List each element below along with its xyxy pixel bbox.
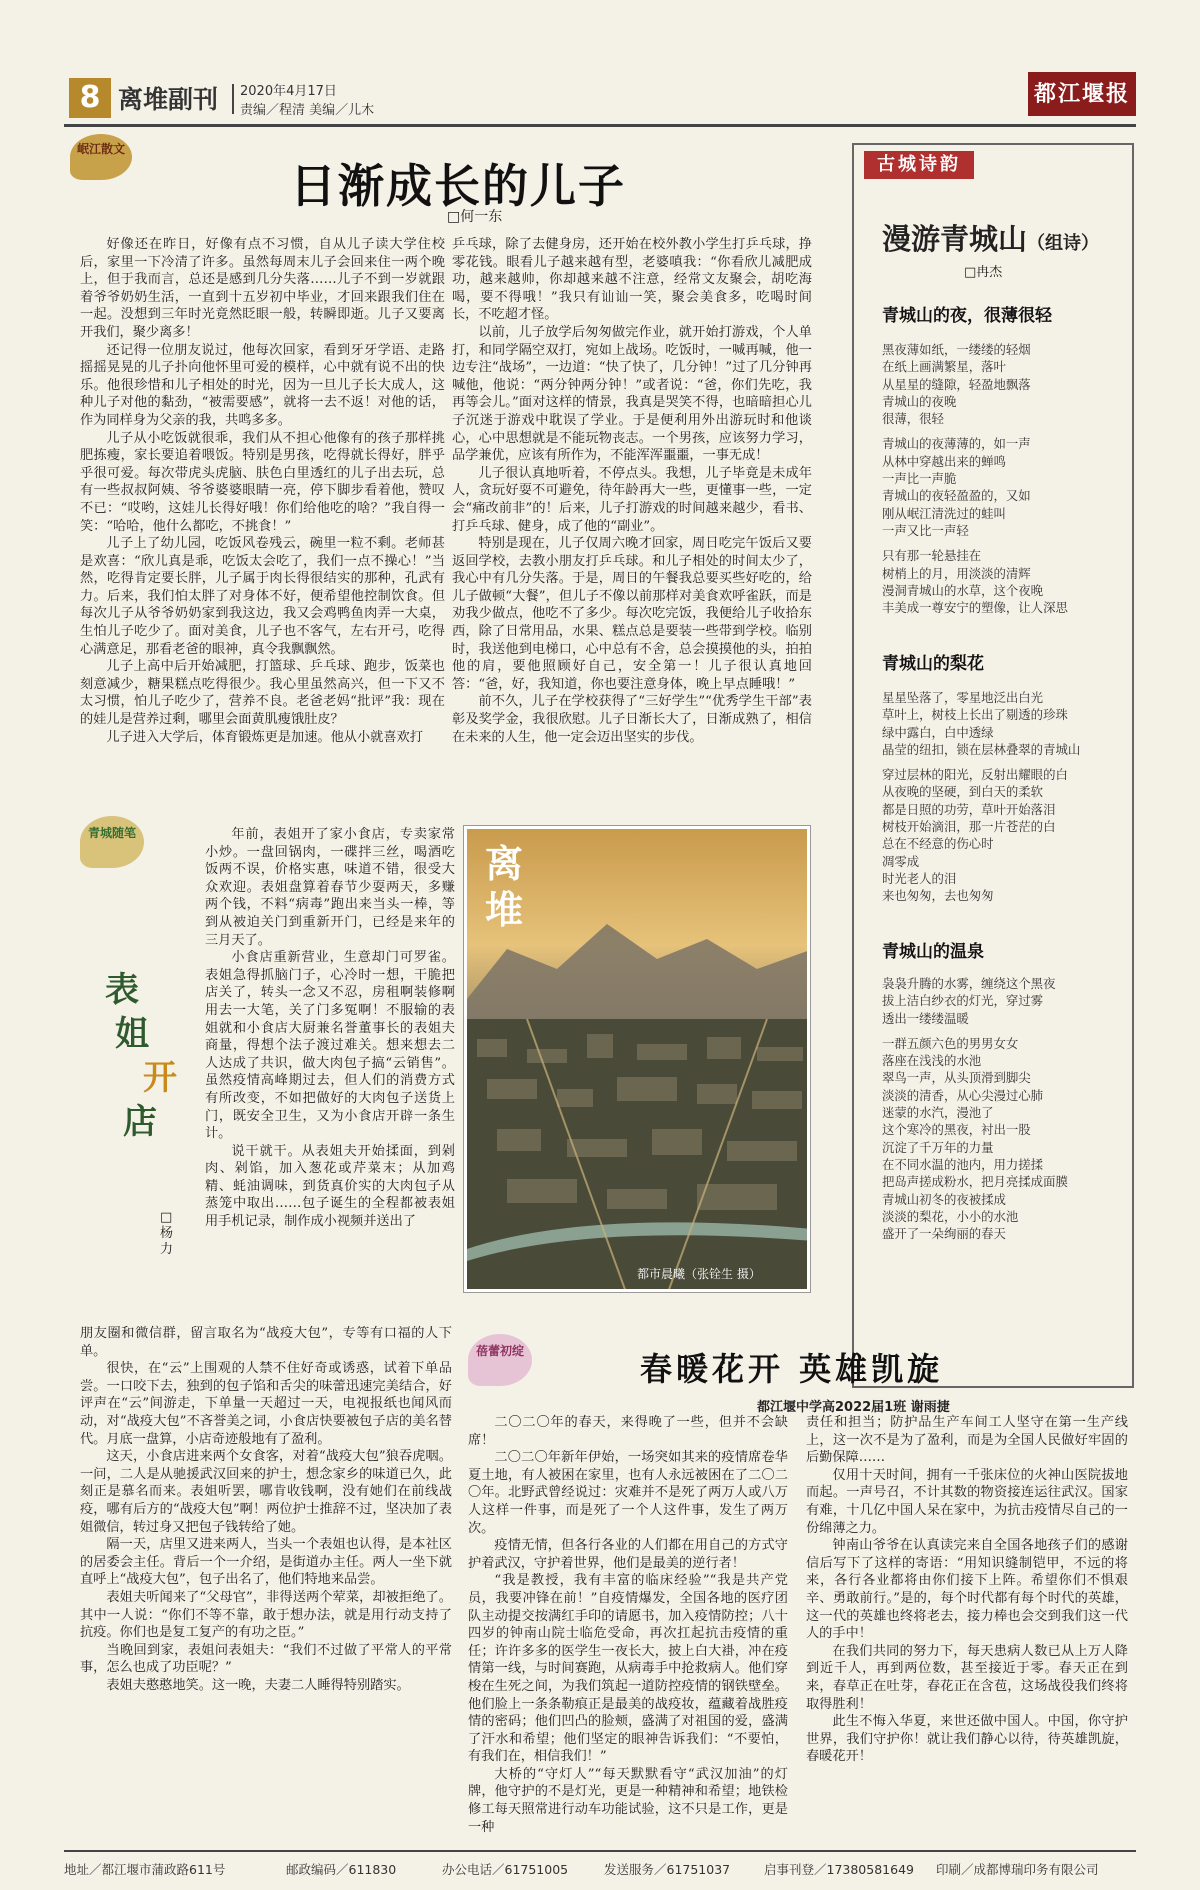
poem-author: □冉杰: [964, 265, 1003, 280]
poem-line: 黑夜薄如纸，一缕缕的轻烟: [882, 342, 1031, 357]
newspaper-logo: 都江堰报: [1028, 72, 1136, 116]
story-title-char: 表: [105, 970, 139, 1010]
page-number: 8: [69, 78, 111, 118]
column-seal-prose: 岷江散文: [70, 134, 132, 180]
paragraph: 表姐夫听闻来了“父母官”，非得送两个荤菜，却被拒绝了。其中一人说：“你们不等不靠，敢于想办法，就是用行动支持了抗疫。你们也是复工复产的有功之臣。”: [80, 1589, 452, 1641]
story-title-char: 开: [143, 1058, 177, 1098]
poem-line: 一声又比一声轻: [882, 522, 969, 538]
paragraph: 儿子上高中后开始减肥，打篮球、乒乓球、跑步，饭菜也刻意减少，糖果糕点吃得很少。我心里虽然高兴，但一下又不太习惯，怕儿子吃少了，营养不良。老爸老妈“批评”我：现在的娃儿是营养过剩，哪里会面黄肌瘦饿肚皮？: [80, 659, 445, 728]
header-rule: [64, 124, 1136, 127]
footer-printer: 印刷／成都博瑞印务有限公司: [936, 1862, 1099, 1877]
paragraph: 二〇二〇年新年伊始，一场突如其来的疫情席卷华夏土地，有人被困在家里，也有人永远被困在了二〇二〇年。北野武曾经说过：灾难并不是死了两万人或八万人这样一件事，而是死了一个人这件事，发生了两万次。: [468, 1450, 788, 1536]
poem-line: 在纸上画满繁星，落叶: [882, 359, 1006, 375]
poem-section: [882, 341, 1068, 616]
city-photo: [464, 826, 810, 1292]
poem-line: 一声比一声脆: [882, 471, 957, 487]
poem-line: 穿过层林的阳光，反射出耀眼的白: [882, 767, 1068, 783]
poem-section-title: 青城山的温泉: [882, 942, 984, 962]
poem-line: 凋零成: [882, 853, 920, 869]
paragraph: 大桥的“守灯人”“每天默默看守“武汉加油”的灯牌，他守护的不是灯光，更是一种精神和希望；地铁检修工每天照常进行动车功能试验，这不只是工作，更是一种: [468, 1766, 788, 1835]
poem-line: 盛开了一朵绚丽的春天: [882, 1226, 1006, 1242]
footer-distribution: 发送服务／61751037: [604, 1862, 731, 1877]
paragraph: 年前，表姐开了家小食店，专卖家常小炒。一盘回锅肉，一碟拌三丝，喝酒吃饭两不误，价格实惠，味道不错，很受大众欢迎。表姐盘算着春节少耍两天，多赚两个钱，不料“病毒”跑出来当头一棒，等到从被迫关门到重新开门，已经是来年的三月天了。: [205, 827, 455, 948]
footer-postcode: 邮政编码／611830: [286, 1862, 397, 1877]
poem-line: 星星坠落了，零星地泛出白光: [882, 690, 1044, 705]
poem-line: 青城山的夜晚: [882, 393, 957, 409]
poem-line: 树枝开始滴泪，那一片苍茫的白: [882, 819, 1056, 835]
issue-date: 2020年4月17日: [240, 84, 337, 99]
poem-line: 来也匆匆，去也匆匆: [882, 888, 994, 904]
poem-line: 绿中露白，白中透绿: [882, 724, 994, 740]
poem-line: 晶莹的纽扣，锁在层林叠翠的青城山: [882, 741, 1081, 757]
paragraph: 小食店重新营业，生意却门可罗雀。表姐急得抓脑门子，心冷时一想，干脆把店关了，转头一念又不忍，房租啊装修啊用去一大笔，关了门多冤啊！不服输的表姐就和小食店大厨兼名誉董事长的表姐夫商量，得想个法子渡过难关。想来想去二人达成了共识，做大肉包子搞“云销售”。虽然疫情高峰期过去，但人们的消费方式有所改变，不如把做好的大肉包子送货上门，既安全卫生，又为小食店开辟一条生计。: [205, 950, 455, 1142]
paragraph: 儿子从小吃饭就很乖，我们从不担心他像有的孩子那样挑肥拣瘦，家长要追着喂饭。特别是男孩，吃得就长得好，胖乎乎很可爱。每次带虎头虎脑、肤色白里透红的儿子出去玩，总有一些叔叔阿姨、爷爷婆婆眼睛一亮，停下脚步看着他，赞叹不已：“哎哟，这娃儿长得好哦！你们给他吃的啥？”我自得一笑：“哈哈，他什么都吃，不挑食！”: [80, 430, 445, 534]
footer-office-phone: 办公电话／61751005: [442, 1862, 569, 1877]
paragraph: 前不久，儿子在学校获得了“三好学生”“优秀学生干部”表彰及奖学金，我很欣慰。儿子日渐长大了，日渐成熟了，相信在未来的人生，他一定会迈出坚实的步伐。: [452, 694, 812, 745]
poem-section: [882, 975, 1068, 1242]
poem-line: 袅袅升腾的水雾，缠绕这个黑夜: [882, 976, 1056, 991]
sidebar-header: 古城诗韵: [864, 151, 974, 179]
footer-ads: 启事刊登／17380581649: [764, 1862, 914, 1877]
poetry-sidebar: [852, 143, 1134, 1388]
poem-title: [882, 217, 1099, 258]
student-column-1: [468, 1414, 788, 1836]
editors-line: 责编／程清 美编／儿木: [240, 103, 375, 118]
paragraph: 儿子很认真地听着，不停点头。我想，儿子毕竟是未成年人，贪玩好耍不可避免，待年龄再大一些，更懂事一些，一定会“痛改前非”的！后来，儿子打游戏的时间越来越少，看书、打乒乓球、健身，成了他的“副业”。: [452, 465, 812, 534]
photo-label: 离堆: [484, 841, 523, 932]
footer: [64, 1850, 1136, 1877]
poem-section-title: 青城山的梨花: [882, 654, 984, 674]
paragraph: 仅用十天时间，拥有一千张床位的火神山医院拔地而起。一声号召，不计其数的物资接连运往武汉。国家有难，十几亿中国人呆在家中，为抗击疫情尽自己的一份绵薄之力。: [806, 1467, 1128, 1536]
poem-line: 青城山的夜轻盈盈的，又如: [882, 488, 1031, 504]
section-name: 离堆副刊: [118, 85, 219, 114]
paragraph: 说干就干。从表姐夫开始揉面，到剁肉、剁馅，加入葱花或芹菜末；从加鸡精、蚝油调味，到货真价实的大肉包子从蒸笼中取出……包子诞生的全程都被表姐用手机记录，制作成小视频并送出了: [205, 1143, 455, 1230]
paragraph: 二〇二〇年的春天，来得晚了一些，但并不会缺席！: [468, 1415, 788, 1448]
paragraph: 特别是现在，儿子仅周六晚才回家，周日吃完午饭后又要返回学校，去教小朋友打乒乓球。和儿子相处的时间太少了，我心中有几分失落。于是，周日的午餐我总要买些好吃的，给儿子做顿“大餐”，但儿子不像以前那样对美食欢呼雀跃，而是劝我少做点，他吃不了多少。每次吃完饭，我便给儿子收拾东西，除了日常用品，水果、糕点总是要装一些带到学校。临别时，我送他到电梯口，心中总有不舍，总会摸摸他的头，拍拍他的肩，要他照顾好自己，安全第一！儿子很认真地回答：“爸，好，我知道，你也要注意身体，晚上早点睡哦！”: [452, 536, 812, 692]
paragraph: 好像还在昨日，好像有点不习惯，自从儿子读大学住校后，家里一下冷清了许多。虽然每周末儿子会回来住一两个晚上，但于我而言，总还是感到几分失落……儿子不到一岁就跟着爷爷奶奶生活，一直到十五岁初中毕业，才回来跟我们住在一起。没想到三年时光竟然眨眼一般，转瞬即逝。儿子又要离开我们，聚少离多！: [80, 237, 445, 340]
story-title-char: 店: [123, 1102, 157, 1142]
paragraph: 疫情无情，但各行各业的人们都在用自己的方式守护着武汉，守护着世界，他们是最美的逆行者！: [468, 1538, 788, 1571]
student-article-title: 春暖花开 英雄凯旋: [640, 1350, 944, 1388]
paragraph: 当晚回到家，表姐问表姐夫：“我们不过做了平常人的平常事，怎么也成了功臣呢？”: [80, 1642, 452, 1676]
paragraph: 很快，在“云”上围观的人禁不住好奇或诱惑，试着下单品尝。一口咬下去，独到的包子馅和舌尖的味蕾迅速完美结合，好评声在“云”间游走，下单量一天超过一天，电视报纸也闻风而动，对“战疫大包”不吝誉美之词，小食店快要被包子店的美名替代。月底一盘算，小店奇迹般地有了盈利。: [80, 1361, 452, 1447]
poem-line: 在不同水温的池内，用力搓揉: [882, 1156, 1044, 1172]
paragraph: 隔一天，店里又进来两人，当头一个表姐也认得，是本社区的居委会主任。背后一个一介绍，是街道办主任。两人一坐下就直呼上“战疫大包”，包子出名了，他们特地来品尝。: [80, 1537, 452, 1588]
footer-address: 地址／都江堰市蒲政路611号: [64, 1862, 226, 1877]
paragraph: 儿子进入大学后，体育锻炼更是加速。他从小就喜欢打: [106, 729, 423, 745]
essay-column-1: [80, 236, 445, 746]
paragraph: 在我们共同的努力下，每天患病人数已从上万人降到近千人，再到两位数，甚至接近于零。春天正在到来，春草正在吐芽，春花正在含苞，这场战役我们终将取得胜利！: [806, 1643, 1128, 1712]
poem-line: 这个寒冷的黑夜，衬出一股: [882, 1122, 1031, 1138]
essay-author: □何一东: [447, 209, 503, 225]
paragraph: 儿子上了幼儿园，吃饭风卷残云，碗里一粒不剩。老师甚是欢喜：“欣儿真是乖，吃饭太会吃了，我们一点不操心！”当然，吃得肯定要长胖，儿子属于肉长得很结实的那种，孔武有力。后来，我们怕太胖了对身体不好，便希望他控制饮食。但每次儿子从爷爷奶奶家到我这边，我又会鸡鸭鱼肉弄一大桌，生怕儿子吃少了。面对美食，儿子也不客气，左右开弓，吃得心满意足，那看老爸的眼神，真令我飘飘然。: [80, 536, 445, 657]
paragraph: 这天，小食店进来两个女食客，对着“战疫大包”狼吞虎咽。一问，二人是从驰援武汉回来的护士，想念家乡的味道已久，此刻正是慕名而来。表姐听罢，哪肯收钱啊，没有她们在前线战疫，哪有后方的“战疫大包”啊！两位护士推辞不过，坚决加了表姐微信，转过身又把包子钱转给了她。: [80, 1449, 452, 1535]
poem-line: 草叶上，树枝上长出了剔透的珍珠: [882, 707, 1068, 723]
poem-line: 透出一缕缕温暖: [882, 1010, 969, 1026]
story-author: □杨力: [160, 1210, 174, 1257]
photo-caption: 都市晨曦（张铨生 摄）: [637, 1267, 761, 1281]
paragraph: “我是教授，我有丰富的临床经验”“我是共产党员，我要冲锋在前！”自疫情爆发，全国各地的医疗团队主动提交按满红手印的请愿书，加入疫情防控；八十四岁的钟南山院士临危受命，再次扛起抗击疫情的重任；许许多多的医学生一夜长大，披上白大褂，冲在疫情第一线，与时间赛跑，从病毒手中抢救病人。他们穿梭在生死之间，为我们筑起一道防控疫情的钢铁壁垒。他们脸上一条条勒痕正是最美的战疫妆，蕴藏着战胜疫情的密码；他们凹凸的脸颊，盛满了对祖国的爱，盛满了汗水和希望；他们坚定的眼神告诉我们：“不要怕，有我们在，相信我们！”: [468, 1573, 788, 1765]
poem-line: 总在不经意的伤心时: [882, 836, 994, 852]
poem-line: 落座在浅浅的水池: [882, 1053, 982, 1069]
poem-line: 淡淡的清香，从心尖漫过心肺: [882, 1087, 1044, 1103]
poem-line: 树梢上的月，用淡淡的清辉: [882, 565, 1031, 581]
header-divider: [232, 84, 234, 114]
poem-section-title: 青城山的夜，很薄很轻: [882, 306, 1052, 326]
poem-line: 青城山初冬的夜被揉成: [882, 1191, 1006, 1207]
column-seal-essay: 青城随笔: [80, 816, 144, 868]
story-title-char: 姐: [115, 1014, 149, 1054]
poem-line: 迷蒙的水汽，漫池了: [882, 1105, 994, 1121]
poem-line: 只有那一轮悬挂在: [882, 548, 982, 564]
poem-line: 丰美成一尊安宁的塑像，让人深思: [882, 600, 1068, 616]
poem-title-text: 漫游青城山: [882, 222, 1028, 256]
poem-line: 拔上洁白纱衣的灯光，穿过雾: [882, 993, 1044, 1009]
poem-line: 翠鸟一声，从头顶滑到脚尖: [882, 1070, 1031, 1086]
paragraph: 此生不悔入华夏，来世还做中国人。中国，你守护世界，我们守护你！就让我们静心以待，待英雄凯旋，春暖花开！: [806, 1714, 1128, 1765]
paragraph: 朋友圈和微信群，留言取名为“战疫大包”，专等有口福的人下单。: [80, 1326, 452, 1359]
poem-line: 漫洞青城山的水草，这个夜晚: [882, 582, 1044, 598]
paragraph: 表姐夫憨憨地笑。这一晚，夫妻二人睡得特别踏实。: [106, 1677, 410, 1693]
poem-line: 把岛声搓成粉水，把月亮揉成面膜: [882, 1174, 1068, 1190]
poem-line: 时光老人的泪: [882, 870, 957, 886]
column-seal-student: 蓓蕾初绽: [468, 1334, 532, 1386]
poem-line: 从林中穿越出来的蝉鸣: [882, 453, 1006, 469]
poem-line: 很薄，很轻: [882, 411, 944, 427]
paragraph: 责任和担当；防护品生产车间工人坚守在第一生产线上，这一次不是为了盈利，而是为全国人民做好牢固的后勤保障……: [806, 1415, 1128, 1466]
essay-column-2: [452, 236, 812, 746]
poem-line: 一群五颜六色的男男女女: [882, 1035, 1019, 1051]
poem-line: 从星星的缝隙，轻盈地飘落: [882, 376, 1031, 392]
paragraph: 乒乓球，除了去健身房，还开始在校外教小学生打乒乓球，挣零花钱。眼看儿子越来越有型，老婆嗔我：“你看欣儿减肥成功，越来越帅，你却越来越不注意，经常文友聚会，胡吃海喝，要不得哦！”我只有讪讪一笑，聚会美食多，吃喝时间长，不吃超才怪。: [452, 237, 812, 323]
poem-line: 青城山的夜薄薄的，如一声: [882, 436, 1031, 452]
paragraph: 钟南山爷爷在认真读完来自全国各地孩子们的感谢信后写下了这样的寄语：“用知识缝制铠甲，不远的将来，各行各业都将由你们接下上阵。希望你们不惧艰辛、勇敢前行。”是的，每个时代都有每个时代的英雄，这一代的英雄也终将老去，接力棒也会交到我们这一代人的手中！: [806, 1538, 1128, 1642]
poem-section: [882, 689, 1080, 905]
story-column-top: [205, 826, 455, 1231]
poem-title-note: （组诗）: [1027, 233, 1100, 254]
paragraph: 以前，儿子放学后匆匆做完作业，就开始打游戏，个人单打，和同学隔空双打，宛如上战场。吃饭时，一喊再喊，他一边专注“战场”，一边道：“快了快了，几分钟！”过了几分钟再喊他，他说：“两分钟两分钟！”或者说：“爸，你们先吃，我再等会儿。”面对这样的情景，我真是哭笑不得，也暗暗担心儿子沉迷于游戏中耽误了学业。于是便利用外出游玩时和他谈心，心中思想就是不能玩物丧志。一个男孩，应该努力学习，品学兼优，应该有所作为，不能浑浑噩噩，一事无成！: [452, 324, 812, 464]
poem-line: 都是日照的功劳，草叶开始落泪: [882, 801, 1056, 817]
poem-line: 刚从岷江清洗过的蛙叫: [882, 505, 1006, 521]
poem-line: 淡淡的梨花，小小的水池: [882, 1208, 1019, 1224]
essay-title: 日渐成长的儿子: [290, 159, 626, 213]
story-column-bottom: [80, 1325, 452, 1694]
poem-line: 沉淀了千万年的力量: [882, 1139, 994, 1155]
student-author: 都江堰中学高2022届1班 谢雨捷: [757, 1400, 950, 1415]
poem-line: 从夜晚的坚硬，到白天的柔软: [882, 784, 1044, 800]
student-column-2: [806, 1414, 1128, 1766]
paragraph: 还记得一位朋友说过，他每次回家，看到牙牙学语、走路摇摇晃晃的儿子扑向他怀里可爱的模样，心中就有说不出的快乐。他很珍惜和儿子相处的时光，因为一旦儿子长大成人，这种儿子对他的黏劲，“被需要感”，就将一去不返！对他的话，作为同样身为父亲的我，共鸣多多。: [80, 342, 445, 428]
